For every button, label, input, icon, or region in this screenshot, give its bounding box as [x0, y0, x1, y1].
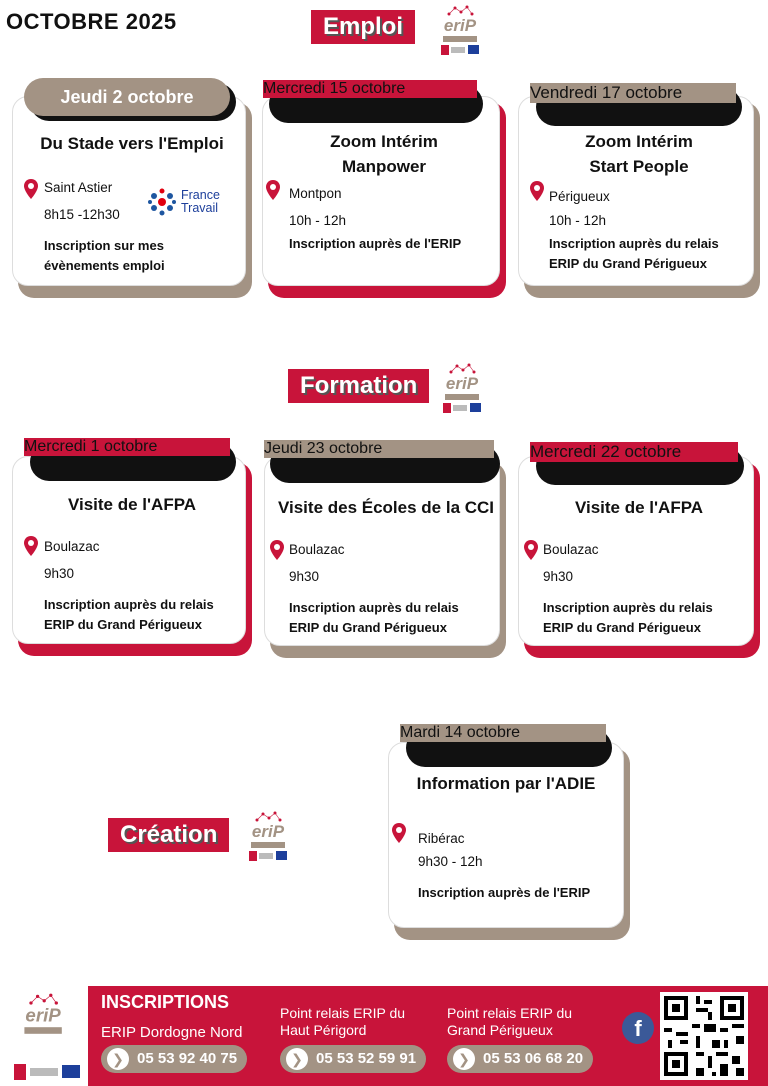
footer-title: INSCRIPTIONS — [101, 992, 230, 1012]
event-time: 9h30 — [289, 569, 320, 584]
event-registration: Inscription auprès du relais — [543, 600, 713, 615]
erip-logo: eriP — [20, 992, 66, 1049]
event-date: Jeudi 2 octobre — [24, 78, 230, 116]
location-pin-icon — [24, 179, 38, 199]
event-registration: ERIP du Grand Périgueux — [44, 617, 202, 632]
partner-logos — [14, 1064, 80, 1080]
event-time: 9h30 - 12h — [418, 854, 483, 869]
event-registration: Inscription auprès de l'ERIP — [418, 885, 591, 900]
footer-col2-label: Point relais ERIP du — [280, 1005, 406, 1021]
event-location: Montpon — [289, 186, 342, 201]
qr-code[interactable] — [660, 992, 748, 1080]
footer-logo-area — [0, 986, 88, 1086]
phone-button[interactable]: ❯ 05 53 92 40 75 — [101, 1045, 247, 1073]
location-pin-icon — [392, 823, 406, 843]
footer-col3-label: Point relais ERIP du — [447, 1005, 573, 1021]
event-registration: Inscription auprès du relais — [289, 600, 459, 615]
event-title: Visite des Écoles de la CCI — [277, 498, 495, 517]
phone-button[interactable]: ❯ 05 53 06 68 20 — [447, 1045, 593, 1073]
footer-col3-label: Grand Périgueux — [447, 1022, 553, 1038]
event-location: Boulazac — [44, 539, 100, 554]
section-title-creation: Création — [108, 818, 229, 852]
event-registration: évènements emploi — [44, 258, 165, 273]
event-date: Mercredi 22 octobre — [530, 442, 738, 462]
event-date: Mardi 14 octobre — [400, 724, 606, 742]
page-title: OCTOBRE 2025 — [6, 9, 177, 34]
event-registration: ERIP du Grand Périgueux — [543, 620, 701, 635]
event-location: Boulazac — [543, 542, 599, 557]
event-registration: Inscription auprès du relais — [44, 597, 214, 612]
erip-logo: eriP — [247, 810, 289, 862]
event-registration: ERIP du Grand Périgueux — [549, 256, 707, 271]
event-date: Vendredi 17 octobre — [530, 83, 736, 103]
event-title: Manpower — [341, 157, 427, 176]
event-date: Mercredi 1 octobre — [24, 438, 230, 456]
location-pin-icon — [266, 180, 280, 200]
event-registration: Inscription auprès du relais — [549, 236, 719, 251]
erip-logo: eriP — [441, 362, 483, 414]
event-time: 10h - 12h — [289, 213, 347, 228]
event-time: 10h - 12h — [549, 213, 607, 228]
event-location: Ribérac — [418, 831, 465, 846]
event-title: Start People — [589, 157, 689, 176]
event-location: Boulazac — [289, 542, 345, 557]
event-title: Zoom Intérim — [330, 132, 438, 151]
event-time: 9h30 — [44, 566, 75, 581]
phone-button[interactable]: ❯ 05 53 52 59 91 — [280, 1045, 426, 1073]
event-location: Saint Astier — [44, 180, 113, 195]
location-pin-icon — [530, 181, 544, 201]
event-title: Information par l'ADIE — [416, 774, 596, 793]
chevron-right-icon: ❯ — [286, 1048, 308, 1070]
footer-col2-label: Haut Périgord — [280, 1022, 367, 1038]
footer-col1-label: ERIP Dordogne Nord — [101, 1024, 243, 1041]
event-title: Du Stade vers l'Emploi — [40, 134, 224, 153]
event-location: Périgueux — [549, 189, 610, 204]
chevron-right-icon: ❯ — [107, 1048, 129, 1070]
section-title-emploi: Emploi — [311, 10, 415, 44]
event-date: Jeudi 23 octobre — [264, 440, 494, 458]
event-title: Zoom Intérim — [585, 132, 693, 151]
event-title: Visite de l'AFPA — [574, 498, 704, 517]
chevron-right-icon: ❯ — [453, 1048, 475, 1070]
location-pin-icon — [524, 540, 538, 560]
location-pin-icon — [270, 540, 284, 560]
section-title-formation: Formation — [288, 369, 429, 403]
location-pin-icon — [24, 536, 38, 556]
erip-logo: eriP — [439, 4, 481, 56]
france-travail-logo: France Travail — [146, 186, 226, 218]
event-time: 9h30 — [543, 569, 574, 584]
event-time: 8h15 -12h30 — [44, 207, 120, 222]
event-registration: ERIP du Grand Périgueux — [289, 620, 447, 635]
event-registration: Inscription auprès de l'ERIP — [289, 236, 462, 251]
event-title: Visite de l'AFPA — [67, 495, 197, 514]
facebook-icon[interactable]: f — [622, 1012, 654, 1044]
event-registration: Inscription sur mes — [44, 238, 164, 253]
event-date: Mercredi 15 octobre — [263, 80, 477, 98]
